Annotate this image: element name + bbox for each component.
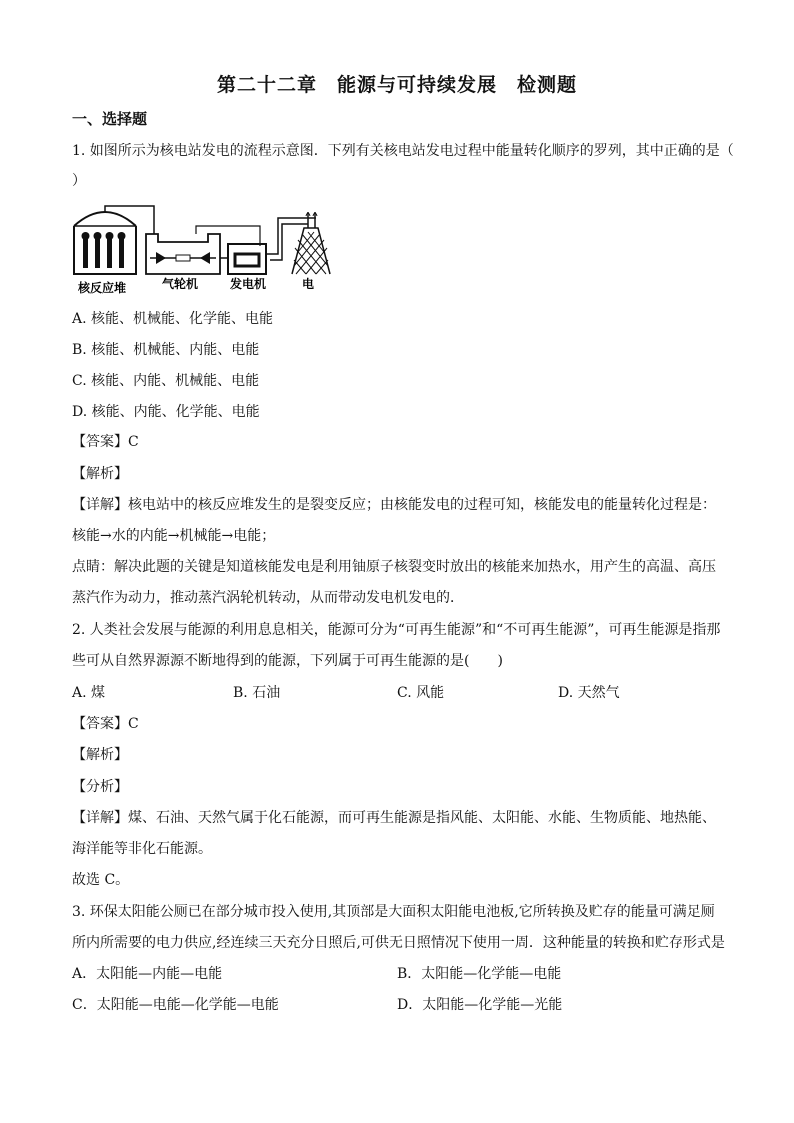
q2-analysis-heading: 【解析】 [72, 747, 128, 763]
q2-detail-line2: 海洋能等非化石能源。 [72, 841, 212, 857]
q2-option-c: C. 风能 [397, 685, 445, 701]
q2-option-b: B. 石油 [233, 685, 281, 701]
section-heading: 一、选择题 [72, 110, 148, 128]
generator-label: 发电机 [230, 277, 267, 291]
nuclear-plant-diagram [70, 198, 340, 296]
q1-detail-line2: 核能→水的内能→机械能→电能； [72, 528, 276, 544]
q1-detail-line1: 【详解】核电站中的核反应堆发生的是裂变反应；由核能发电的过程可知，核能发电的能量转化过程是： [72, 497, 716, 513]
turbine-label: 气轮机 [162, 277, 199, 291]
q1-answer: 【答案】C [72, 434, 139, 450]
q2-detail-line1: 【详解】煤、石油、天然气属于化石能源，而可再生能源是指风能、太阳能、水能、生物质能、地热能、 [72, 810, 716, 826]
q3-option-c: C．太阳能—电能—化学能—电能 [72, 997, 279, 1013]
q1-stem-line2: ） [72, 173, 86, 189]
generator-figure [220, 244, 266, 274]
q2-stem-line2: 些可从自然界源源不断地得到的能源，下列属于可再生能源的是( ) [72, 653, 503, 669]
q2-conclusion: 故选 C。 [72, 872, 130, 888]
q1-option-a: A. 核能、机械能、化学能、电能 [72, 311, 274, 327]
electric-label: 电 [302, 277, 315, 291]
q1-stem-line1: 1. 如图所示为核电站发电的流程示意图．下列有关核电站发电过程中能量转化顺序的罗列，其中正确的是（ [72, 143, 734, 159]
q2-stem-line1: 2. 人类社会发展与能源的利用息息相关，能源可分为“可再生能源”和“不可再生能源”，可再生能源是指那 [72, 622, 721, 638]
q1-option-d: D. 核能、内能、化学能、电能 [72, 404, 260, 420]
q3-stem-line1: 3. 环保太阳能公厕已在部分城市投入使用,其顶部是大面积太阳能电池板,它所转换及贮存的能量可满足厕 [72, 904, 715, 920]
page-title: 第二十二章 能源与可持续发展 检测题 [216, 74, 577, 96]
q1-analysis-heading: 【解析】 [72, 466, 128, 482]
q1-option-c: C. 核能、内能、机械能、电能 [72, 373, 260, 389]
q2-option-d: D. 天然气 [558, 685, 620, 701]
q1-option-b: B. 核能、机械能、内能、电能 [72, 342, 260, 358]
q2-option-a: A. 煤 [72, 685, 106, 701]
reactor-label: 核反应堆 [78, 281, 127, 295]
q3-option-a: A．太阳能—内能—电能 [72, 966, 223, 982]
q3-option-b: B．太阳能—化学能—电能 [397, 966, 562, 982]
q1-tip-line2: 蒸汽作为动力，推动蒸汽涡轮机转动，从而带动发电机发电的． [72, 590, 464, 606]
q3-option-d: D．太阳能—化学能—光能 [397, 997, 563, 1013]
q2-answer: 【答案】C [72, 716, 139, 732]
q2-fenxi-heading: 【分析】 [72, 779, 128, 795]
power-tower-figure [292, 212, 330, 274]
q1-tip-line1: 点睛：解决此题的关键是知道核能发电是利用铀原子核裂变时放出的核能来加热水，用产生的高温、高压 [72, 559, 716, 575]
turbine-figure [146, 234, 220, 274]
q3-stem-line2: 所内所需要的电力供应,经连续三天充分日照后,可供无日照情况下使用一周．这种能量的转换和贮存形式是 [72, 935, 725, 951]
reactor-figure [74, 212, 136, 274]
